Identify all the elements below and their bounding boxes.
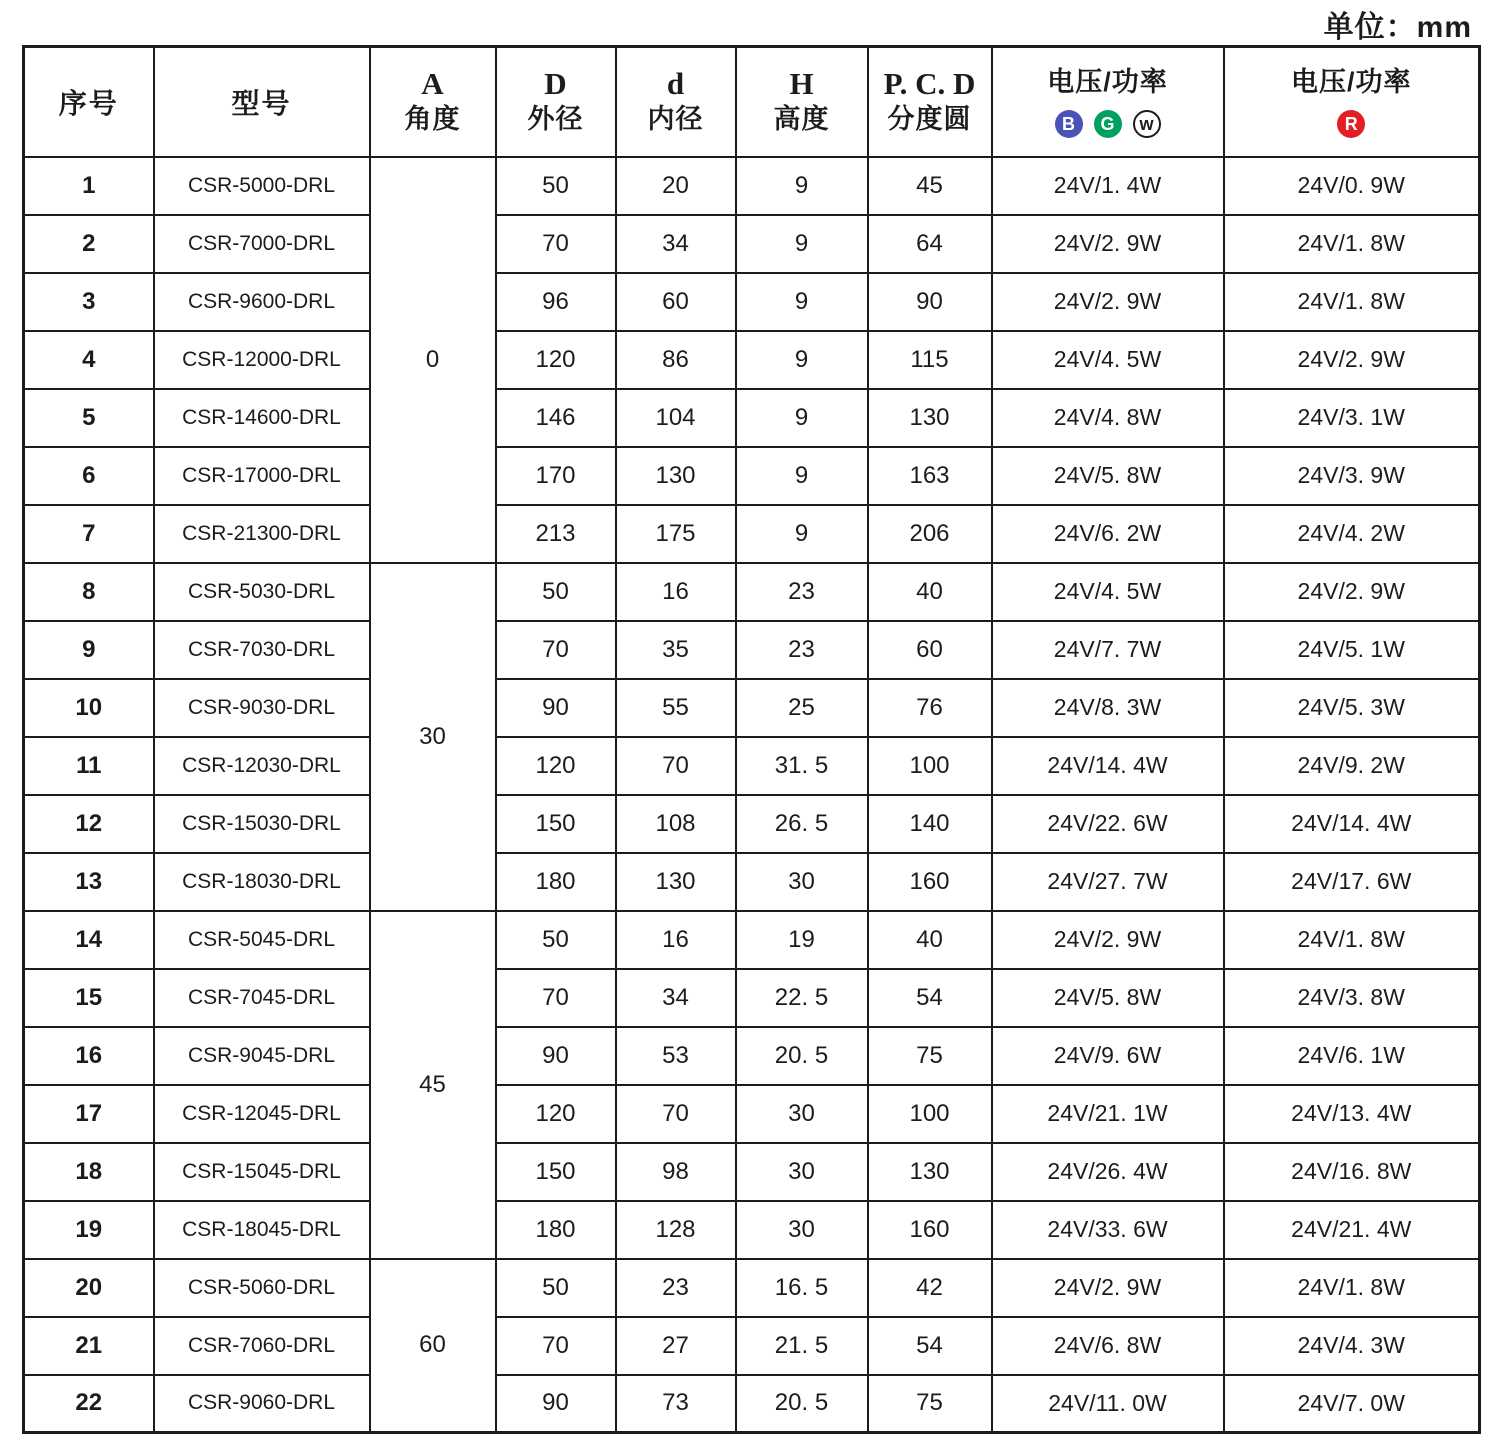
power-bgw-cell: 24V/4. 8W [992, 389, 1224, 447]
power-r-cell: 24V/3. 1W [1224, 389, 1480, 447]
power-bgw-cell: 24V/2. 9W [992, 1259, 1224, 1317]
spec-table [22, 45, 1481, 1434]
row-index-cell: 22 [24, 1375, 154, 1433]
inner-diameter-cell: 34 [616, 969, 736, 1027]
height-cell: 30 [736, 1085, 868, 1143]
inner-diameter-cell: 35 [616, 621, 736, 679]
table-row [24, 621, 1480, 679]
model-cell: CSR-9600-DRL [154, 273, 370, 331]
col-header-inner-diameter [616, 47, 736, 157]
model-cell: CSR-5000-DRL [154, 157, 370, 215]
outer-diameter-cell: 70 [496, 621, 616, 679]
height-cell: 9 [736, 215, 868, 273]
col-header-outer-label: 外径 [527, 104, 584, 135]
row-index-cell: 7 [24, 505, 154, 563]
power-r-cell: 24V/6. 1W [1224, 1027, 1480, 1085]
height-cell: 30 [736, 853, 868, 911]
pcd-cell: 90 [868, 273, 992, 331]
table-row [24, 795, 1480, 853]
row-index-cell: 1 [24, 157, 154, 215]
pcd-cell: 40 [868, 563, 992, 621]
model-cell: CSR-9060-DRL [154, 1375, 370, 1433]
row-index-cell: 9 [24, 621, 154, 679]
inner-diameter-cell: 175 [616, 505, 736, 563]
inner-diameter-cell: 128 [616, 1201, 736, 1259]
table-row [24, 1085, 1480, 1143]
outer-diameter-cell: 50 [496, 911, 616, 969]
col-header-inner-label: 内径 [647, 104, 704, 135]
power-r-cell: 24V/17. 6W [1224, 853, 1480, 911]
row-index-cell: 3 [24, 273, 154, 331]
table-row [24, 853, 1480, 911]
power-bgw-cell: 24V/5. 8W [992, 969, 1224, 1027]
height-cell: 23 [736, 563, 868, 621]
power-bgw-cell: 24V/8. 3W [992, 679, 1224, 737]
outer-diameter-cell: 70 [496, 1317, 616, 1375]
model-cell: CSR-5045-DRL [154, 911, 370, 969]
table-row [24, 1201, 1480, 1259]
white-w-badge-icon: w [1133, 110, 1161, 138]
row-index-cell: 8 [24, 563, 154, 621]
inner-diameter-cell: 53 [616, 1027, 736, 1085]
model-cell: CSR-5060-DRL [154, 1259, 370, 1317]
height-cell: 19 [736, 911, 868, 969]
power-r-cell: 24V/16. 8W [1224, 1143, 1480, 1201]
col-header-angle [370, 47, 496, 157]
table-row [24, 737, 1480, 795]
pcd-cell: 130 [868, 389, 992, 447]
row-index-cell: 20 [24, 1259, 154, 1317]
power-r-cell: 24V/7. 0W [1224, 1375, 1480, 1433]
outer-diameter-cell: 70 [496, 969, 616, 1027]
row-index-cell: 4 [24, 331, 154, 389]
pcd-cell: 45 [868, 157, 992, 215]
red-r-badge-icon: R [1337, 110, 1365, 138]
outer-diameter-cell: 50 [496, 157, 616, 215]
outer-diameter-cell: 50 [496, 1259, 616, 1317]
power-r-cell: 24V/0. 9W [1224, 157, 1480, 215]
power-r-cell: 24V/5. 1W [1224, 621, 1480, 679]
model-cell: CSR-18045-DRL [154, 1201, 370, 1259]
power-bgw-cell: 24V/7. 7W [992, 621, 1224, 679]
row-index-cell: 16 [24, 1027, 154, 1085]
power-r-cell: 24V/14. 4W [1224, 795, 1480, 853]
green-g-badge-icon: G [1094, 110, 1122, 138]
angle-cell: 30 [370, 563, 496, 911]
row-index-cell: 11 [24, 737, 154, 795]
model-cell: CSR-12045-DRL [154, 1085, 370, 1143]
row-index-cell: 13 [24, 853, 154, 911]
power-r-cell: 24V/1. 8W [1224, 273, 1480, 331]
model-cell: CSR-5030-DRL [154, 563, 370, 621]
row-index-cell: 15 [24, 969, 154, 1027]
inner-diameter-cell: 73 [616, 1375, 736, 1433]
inner-diameter-cell: 60 [616, 273, 736, 331]
row-index-cell: 6 [24, 447, 154, 505]
pcd-cell: 206 [868, 505, 992, 563]
power-bgw-cell: 24V/27. 7W [992, 853, 1224, 911]
height-cell: 31. 5 [736, 737, 868, 795]
power-r-cell: 24V/1. 8W [1224, 911, 1480, 969]
model-cell: CSR-7030-DRL [154, 621, 370, 679]
power-bgw-cell: 24V/9. 6W [992, 1027, 1224, 1085]
inner-diameter-cell: 104 [616, 389, 736, 447]
inner-diameter-cell: 86 [616, 331, 736, 389]
pcd-cell: 54 [868, 1317, 992, 1375]
model-cell: CSR-7060-DRL [154, 1317, 370, 1375]
table-row [24, 505, 1480, 563]
pcd-cell: 160 [868, 853, 992, 911]
power-r-cell: 24V/1. 8W [1224, 215, 1480, 273]
outer-diameter-cell: 170 [496, 447, 616, 505]
row-index-cell: 14 [24, 911, 154, 969]
row-index-cell: 17 [24, 1085, 154, 1143]
height-cell: 9 [736, 273, 868, 331]
model-cell: CSR-15030-DRL [154, 795, 370, 853]
col-header-angle-symbol: A [421, 66, 444, 102]
power-bgw-cell: 24V/2. 9W [992, 911, 1224, 969]
inner-diameter-cell: 98 [616, 1143, 736, 1201]
row-index-cell: 5 [24, 389, 154, 447]
pcd-cell: 54 [868, 969, 992, 1027]
pcd-cell: 115 [868, 331, 992, 389]
outer-diameter-cell: 70 [496, 215, 616, 273]
table-row [24, 1375, 1480, 1433]
power-bgw-cell: 24V/33. 6W [992, 1201, 1224, 1259]
power-bgw-cell: 24V/14. 4W [992, 737, 1224, 795]
height-cell: 20. 5 [736, 1375, 868, 1433]
blue-b-badge-icon: B [1055, 110, 1083, 138]
power-bgw-cell: 24V/4. 5W [992, 563, 1224, 621]
model-cell: CSR-7045-DRL [154, 969, 370, 1027]
unit-label: 单位：mm [1323, 11, 1472, 44]
pcd-cell: 163 [868, 447, 992, 505]
table-row [24, 331, 1480, 389]
outer-diameter-cell: 50 [496, 563, 616, 621]
col-header-outer-symbol: D [544, 66, 567, 102]
row-index-cell: 2 [24, 215, 154, 273]
row-index-cell: 21 [24, 1317, 154, 1375]
power-r-cell: 24V/1. 8W [1224, 1259, 1480, 1317]
model-cell: CSR-21300-DRL [154, 505, 370, 563]
power-r-cell: 24V/21. 4W [1224, 1201, 1480, 1259]
model-cell: CSR-15045-DRL [154, 1143, 370, 1201]
col-header-model-label: 型号 [231, 87, 292, 119]
pcd-cell: 100 [868, 737, 992, 795]
inner-diameter-cell: 23 [616, 1259, 736, 1317]
row-index-cell: 18 [24, 1143, 154, 1201]
row-index-cell: 19 [24, 1201, 154, 1259]
inner-diameter-cell: 70 [616, 737, 736, 795]
table-row [24, 969, 1480, 1027]
height-cell: 25 [736, 679, 868, 737]
table-row [24, 273, 1480, 331]
model-cell: CSR-9030-DRL [154, 679, 370, 737]
inner-diameter-cell: 16 [616, 563, 736, 621]
col-header-pcd-symbol: P. C. D [883, 66, 976, 102]
pcd-cell: 100 [868, 1085, 992, 1143]
inner-diameter-cell: 108 [616, 795, 736, 853]
pcd-cell: 75 [868, 1375, 992, 1433]
height-cell: 9 [736, 447, 868, 505]
angle-cell: 45 [370, 911, 496, 1259]
table-row [24, 389, 1480, 447]
power-bgw-cell: 24V/6. 2W [992, 505, 1224, 563]
outer-diameter-cell: 120 [496, 737, 616, 795]
table-row [24, 447, 1480, 505]
height-cell: 26. 5 [736, 795, 868, 853]
col-header-height [736, 47, 868, 157]
col-header-height-label: 高度 [773, 104, 830, 135]
outer-diameter-cell: 150 [496, 795, 616, 853]
height-cell: 20. 5 [736, 1027, 868, 1085]
col-header-index-label: 序号 [58, 87, 119, 119]
power-r-cell: 24V/3. 9W [1224, 447, 1480, 505]
outer-diameter-cell: 180 [496, 853, 616, 911]
height-cell: 21. 5 [736, 1317, 868, 1375]
power-r-cell: 24V/13. 4W [1224, 1085, 1480, 1143]
outer-diameter-cell: 150 [496, 1143, 616, 1201]
power-bgw-cell: 24V/2. 9W [992, 273, 1224, 331]
outer-diameter-cell: 120 [496, 331, 616, 389]
inner-diameter-cell: 130 [616, 447, 736, 505]
table-row [24, 1143, 1480, 1201]
col-header-angle-label: 角度 [404, 104, 461, 135]
col-header-power-r-label: 电压/功率 [1290, 67, 1412, 98]
power-bgw-cell: 24V/22. 6W [992, 795, 1224, 853]
power-r-cell: 24V/3. 8W [1224, 969, 1480, 1027]
power-bgw-cell: 24V/2. 9W [992, 215, 1224, 273]
model-cell: CSR-12000-DRL [154, 331, 370, 389]
pcd-cell: 130 [868, 1143, 992, 1201]
height-cell: 30 [736, 1201, 868, 1259]
pcd-cell: 75 [868, 1027, 992, 1085]
table-row [24, 215, 1480, 273]
table-row [24, 1259, 1480, 1317]
power-r-cell: 24V/9. 2W [1224, 737, 1480, 795]
height-cell: 9 [736, 331, 868, 389]
pcd-cell: 76 [868, 679, 992, 737]
col-header-outer-diameter [496, 47, 616, 157]
power-bgw-cell: 24V/6. 8W [992, 1317, 1224, 1375]
pcd-cell: 40 [868, 911, 992, 969]
inner-diameter-cell: 34 [616, 215, 736, 273]
power-bgw-cell: 24V/21. 1W [992, 1085, 1224, 1143]
power-bgw-cell: 24V/11. 0W [992, 1375, 1224, 1433]
outer-diameter-cell: 90 [496, 679, 616, 737]
pcd-cell: 140 [868, 795, 992, 853]
col-header-inner-symbol: d [666, 66, 685, 102]
pcd-cell: 160 [868, 1201, 992, 1259]
power-r-cell: 24V/4. 3W [1224, 1317, 1480, 1375]
row-index-cell: 10 [24, 679, 154, 737]
table-row [24, 157, 1480, 215]
height-cell: 30 [736, 1143, 868, 1201]
angle-cell: 60 [370, 1259, 496, 1433]
badge-row-r [1225, 110, 1479, 138]
col-header-pcd-label: 分度圆 [887, 104, 972, 135]
model-cell: CSR-7000-DRL [154, 215, 370, 273]
col-header-pcd [868, 47, 992, 157]
table-row [24, 1317, 1480, 1375]
outer-diameter-cell: 180 [496, 1201, 616, 1259]
height-cell: 16. 5 [736, 1259, 868, 1317]
header-row [24, 47, 1480, 157]
col-header-power-bgw [992, 47, 1224, 157]
height-cell: 9 [736, 157, 868, 215]
power-r-cell: 24V/2. 9W [1224, 331, 1480, 389]
height-cell: 9 [736, 389, 868, 447]
power-r-cell: 24V/2. 9W [1224, 563, 1480, 621]
model-cell: CSR-18030-DRL [154, 853, 370, 911]
outer-diameter-cell: 146 [496, 389, 616, 447]
outer-diameter-cell: 96 [496, 273, 616, 331]
model-cell: CSR-12030-DRL [154, 737, 370, 795]
pcd-cell: 64 [868, 215, 992, 273]
model-cell: CSR-17000-DRL [154, 447, 370, 505]
height-cell: 23 [736, 621, 868, 679]
col-header-power-r [1224, 47, 1480, 157]
pcd-cell: 60 [868, 621, 992, 679]
table-row [24, 911, 1480, 969]
table-row [24, 1027, 1480, 1085]
height-cell: 22. 5 [736, 969, 868, 1027]
badge-row-bgw [993, 110, 1223, 138]
power-r-cell: 24V/5. 3W [1224, 679, 1480, 737]
power-bgw-cell: 24V/1. 4W [992, 157, 1224, 215]
model-cell: CSR-9045-DRL [154, 1027, 370, 1085]
power-bgw-cell: 24V/26. 4W [992, 1143, 1224, 1201]
outer-diameter-cell: 120 [496, 1085, 616, 1143]
inner-diameter-cell: 27 [616, 1317, 736, 1375]
outer-diameter-cell: 90 [496, 1375, 616, 1433]
inner-diameter-cell: 16 [616, 911, 736, 969]
inner-diameter-cell: 55 [616, 679, 736, 737]
inner-diameter-cell: 70 [616, 1085, 736, 1143]
model-cell: CSR-14600-DRL [154, 389, 370, 447]
height-cell: 9 [736, 505, 868, 563]
col-header-power-bgw-label: 电压/功率 [1047, 67, 1168, 98]
inner-diameter-cell: 20 [616, 157, 736, 215]
col-header-height-symbol: H [789, 66, 814, 102]
angle-cell: 0 [370, 157, 496, 563]
col-header-index [24, 47, 154, 157]
outer-diameter-cell: 213 [496, 505, 616, 563]
power-bgw-cell: 24V/5. 8W [992, 447, 1224, 505]
col-header-model [154, 47, 370, 157]
power-bgw-cell: 24V/4. 5W [992, 331, 1224, 389]
power-r-cell: 24V/4. 2W [1224, 505, 1480, 563]
table-row [24, 679, 1480, 737]
outer-diameter-cell: 90 [496, 1027, 616, 1085]
row-index-cell: 12 [24, 795, 154, 853]
pcd-cell: 42 [868, 1259, 992, 1317]
table-body [24, 157, 1480, 1433]
table-row [24, 563, 1480, 621]
inner-diameter-cell: 130 [616, 853, 736, 911]
